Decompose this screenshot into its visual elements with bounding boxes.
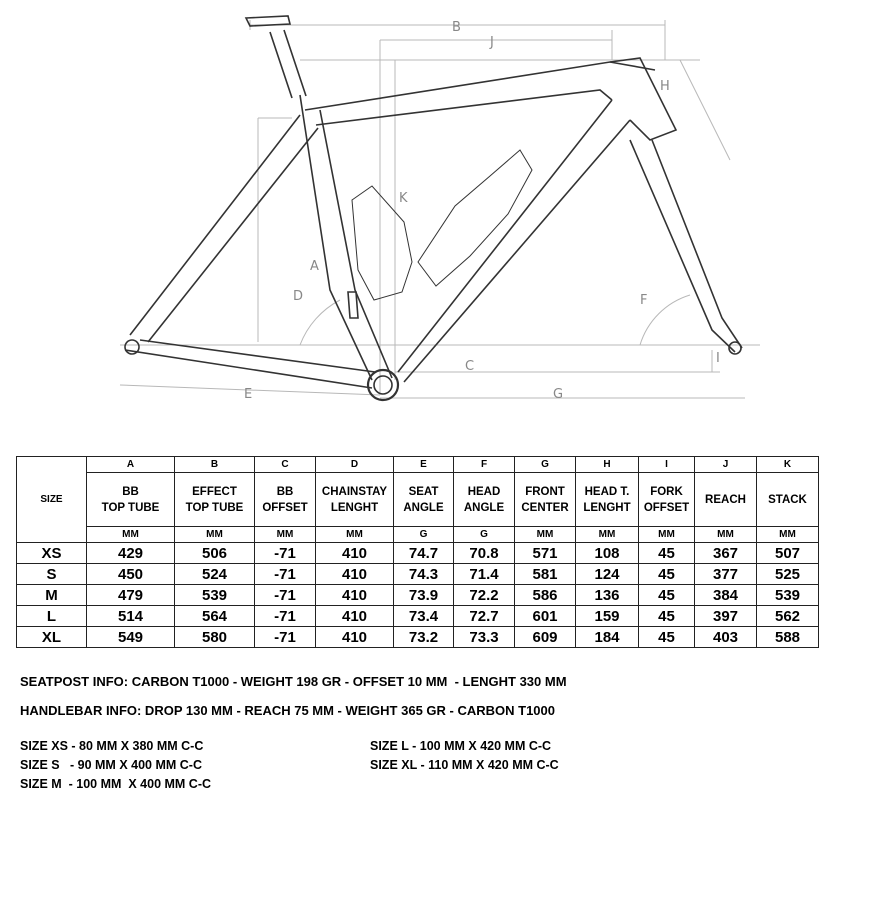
column-name: [695, 473, 757, 527]
table-cell: 429: [87, 543, 175, 564]
column-name: [175, 473, 255, 527]
table-cell: 73.4: [394, 606, 454, 627]
table-cell: 397: [695, 606, 757, 627]
table-row: [17, 543, 819, 564]
column-name-line1: REACH: [705, 493, 746, 506]
column-name-line1: STACK: [768, 493, 807, 506]
dim-label-h: H: [660, 79, 670, 94]
dim-label-i: I: [716, 351, 720, 366]
table-cell: 73.2: [394, 627, 454, 648]
column-unit: MM: [695, 527, 757, 543]
table-cell: 384: [695, 585, 757, 606]
table-cell: 410: [316, 543, 394, 564]
column-name: [454, 473, 515, 527]
column-letter: I: [639, 457, 695, 473]
column-letter: C: [255, 457, 316, 473]
table-cell: 539: [757, 585, 819, 606]
handlebar-info: HANDLEBAR INFO: DROP 130 MM - REACH 75 MM - WEIGHT 365 GR - CARBON T1000: [20, 703, 555, 718]
table-row: [17, 585, 819, 606]
handlebar-size-s: SIZE S - 90 MM X 400 MM C-C: [20, 758, 202, 772]
table-cell: 450: [87, 564, 175, 585]
handlebar-size-xs: SIZE XS - 80 MM X 380 MM C-C: [20, 739, 204, 753]
table-cell: 581: [515, 564, 576, 585]
dim-label-e: D: [293, 289, 304, 304]
column-name-line2: CENTER: [521, 501, 569, 514]
column-name-line1: HEAD T.: [584, 485, 630, 498]
table-cell: 525: [757, 564, 819, 585]
column-letter: D: [316, 457, 394, 473]
column-letter: E: [394, 457, 454, 473]
table-cell: 367: [695, 543, 757, 564]
column-name-line2: LENGHT: [583, 501, 631, 514]
table-cell: -71: [255, 585, 316, 606]
column-name: [757, 473, 819, 527]
column-name: [394, 473, 454, 527]
table-cell: 45: [639, 627, 695, 648]
table-cell: 74.3: [394, 564, 454, 585]
table-cell: -71: [255, 627, 316, 648]
table-cell: -71: [255, 543, 316, 564]
column-name: [639, 473, 695, 527]
dim-label-a: A: [310, 259, 319, 274]
column-unit: G: [454, 527, 515, 543]
column-unit: MM: [515, 527, 576, 543]
column-name: [87, 473, 175, 527]
column-name-line2: OFFSET: [262, 501, 308, 514]
column-letter: G: [515, 457, 576, 473]
column-name-line1: FORK: [650, 485, 683, 498]
table-cell: 45: [639, 606, 695, 627]
table-cell: 549: [87, 627, 175, 648]
column-letter: A: [87, 457, 175, 473]
column-unit: MM: [316, 527, 394, 543]
table-cell: 45: [639, 543, 695, 564]
table-cell: 184: [576, 627, 639, 648]
table-cell: -71: [255, 606, 316, 627]
size-cell: XS: [17, 543, 87, 564]
size-header: SIZE: [17, 457, 87, 543]
bike-frame: [125, 16, 742, 400]
table-cell: 507: [757, 543, 819, 564]
table-cell: 410: [316, 564, 394, 585]
column-name-line2: LENGHT: [330, 501, 379, 514]
column-unit: MM: [87, 527, 175, 543]
size-cell: S: [17, 564, 87, 585]
table-cell: 73.3: [454, 627, 515, 648]
geometry-table: [16, 456, 819, 648]
column-unit: MM: [255, 527, 316, 543]
dim-label-b: B: [452, 20, 461, 35]
dim-label-c: C: [465, 359, 475, 374]
table-cell: 564: [175, 606, 255, 627]
dim-label-f: F: [640, 293, 648, 308]
seatpost-info: SEATPOST INFO: CARBON T1000 - WEIGHT 198 GR - OFFSET 10 MM - LENGHT 330 MM: [20, 674, 567, 689]
column-unit-row: [17, 527, 819, 543]
table-cell: 571: [515, 543, 576, 564]
column-name-line2: OFFSET: [643, 501, 690, 514]
dim-label-j: J: [490, 35, 494, 50]
dim-label-k: K: [399, 191, 408, 206]
table-cell: 479: [87, 585, 175, 606]
column-name-line1: HEAD: [467, 485, 501, 498]
frame-geometry-diagram: [0, 0, 878, 440]
table-cell: 159: [576, 606, 639, 627]
table-cell: 74.7: [394, 543, 454, 564]
table-cell: 136: [576, 585, 639, 606]
column-name-line2: TOP TUBE: [185, 501, 244, 514]
table-cell: 586: [515, 585, 576, 606]
table-cell: 410: [316, 606, 394, 627]
column-name: [255, 473, 316, 527]
table-cell: 410: [316, 585, 394, 606]
table-cell: 601: [515, 606, 576, 627]
column-letter: J: [695, 457, 757, 473]
column-name-line1: EFFECT: [192, 485, 237, 498]
table-row: [17, 564, 819, 585]
handlebar-size-xl: SIZE XL - 110 MM X 420 MM C-C: [370, 758, 559, 772]
table-row: [17, 606, 819, 627]
column-name-line1: SEAT: [408, 485, 439, 498]
column-name-line1: BB: [276, 485, 294, 498]
table-cell: 514: [87, 606, 175, 627]
dim-label-d: E: [244, 387, 253, 402]
table-cell: 70.8: [454, 543, 515, 564]
table-cell: 72.2: [454, 585, 515, 606]
table-cell: 124: [576, 564, 639, 585]
column-unit: MM: [175, 527, 255, 543]
column-unit: MM: [639, 527, 695, 543]
table-cell: 45: [639, 585, 695, 606]
handlebar-size-m: SIZE M - 100 MM X 400 MM C-C: [20, 777, 212, 791]
dim-label-g: G: [553, 387, 564, 402]
size-cell: L: [17, 606, 87, 627]
column-name-line2: ANGLE: [403, 501, 444, 514]
column-name: [576, 473, 639, 527]
column-name: [316, 473, 394, 527]
column-unit: MM: [576, 527, 639, 543]
column-name-row: [17, 473, 819, 527]
column-name: [515, 473, 576, 527]
column-letter-row: [17, 457, 819, 473]
table-cell: 506: [175, 543, 255, 564]
column-letter: H: [576, 457, 639, 473]
column-unit: MM: [757, 527, 819, 543]
table-cell: 403: [695, 627, 757, 648]
table-cell: 609: [515, 627, 576, 648]
column-name-line2: TOP TUBE: [101, 501, 160, 514]
table-cell: 72.7: [454, 606, 515, 627]
column-name-line1: CHAINSTAY: [321, 485, 388, 498]
table-cell: 524: [175, 564, 255, 585]
size-cell: M: [17, 585, 87, 606]
column-letter: K: [757, 457, 819, 473]
column-name-line1: FRONT: [525, 485, 565, 498]
table-cell: 539: [175, 585, 255, 606]
column-name-line2: ANGLE: [463, 501, 505, 514]
column-name-line1: BB: [122, 485, 139, 498]
table-cell: 580: [175, 627, 255, 648]
column-unit: G: [394, 527, 454, 543]
table-cell: 108: [576, 543, 639, 564]
handlebar-size-l: SIZE L - 100 MM X 420 MM C-C: [370, 739, 552, 753]
table-cell: 73.9: [394, 585, 454, 606]
table-cell: 377: [695, 564, 757, 585]
table-cell: 588: [757, 627, 819, 648]
table-cell: 562: [757, 606, 819, 627]
table-row: [17, 627, 819, 648]
column-letter: F: [454, 457, 515, 473]
column-letter: B: [175, 457, 255, 473]
table-cell: 410: [316, 627, 394, 648]
table-cell: -71: [255, 564, 316, 585]
table-cell: 71.4: [454, 564, 515, 585]
table-cell: 45: [639, 564, 695, 585]
size-cell: XL: [17, 627, 87, 648]
